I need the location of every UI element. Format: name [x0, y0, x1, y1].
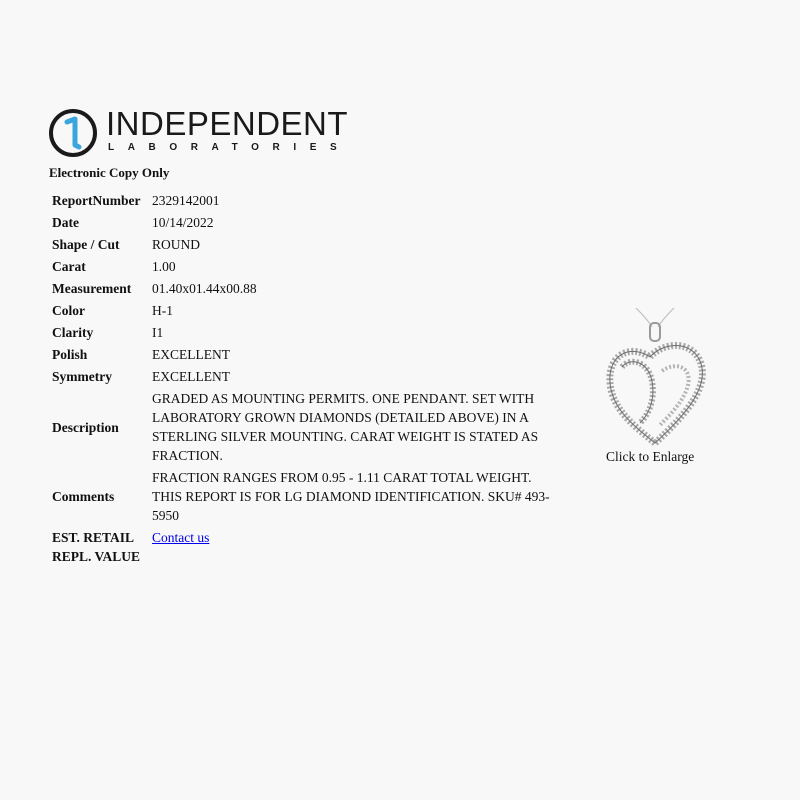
report-label: Date: [52, 215, 79, 230]
heart-pendant-icon[interactable]: [600, 305, 710, 455]
retail-label-line2: REPL. VALUE: [52, 549, 141, 564]
lab-logo-icon: [48, 108, 98, 158]
brand-name: INDEPENDENT: [106, 105, 349, 142]
brand-subtitle: LABORATORIES: [108, 142, 351, 153]
report-label: Description: [52, 419, 119, 435]
click-to-enlarge-label[interactable]: Click to Enlarge: [606, 449, 695, 464]
report-row: [51, 367, 557, 386]
report-value: EXCELLENT: [152, 347, 230, 362]
report-label: Clarity: [52, 325, 94, 340]
report-label: Polish: [52, 347, 88, 362]
contact-us-link[interactable]: Contact us: [152, 530, 210, 545]
report-value: 1.00: [152, 259, 176, 274]
report-value: FRACTION RANGES FROM 0.95 - 1.11 CARAT TOTAL WEIGHT. THIS REPORT IS FOR LG DIAMOND IDENTIFICATION. SKU# 493-5950: [152, 470, 550, 523]
report-table: [49, 188, 559, 569]
report-label: Comments: [52, 489, 115, 504]
report-row: [51, 213, 557, 232]
report-value: 10/14/2022: [152, 215, 214, 230]
report-value: 2329142001: [152, 193, 220, 208]
copy-note: Electronic Copy Only: [49, 165, 170, 180]
report-value: GRADED AS MOUNTING PERMITS. ONE PENDANT. SET WITH LABORATORY GROWN DIAMONDS (DETAILED ABOVE) IN A STERLING SILVER MOUNTING. CARAT WEIGHT IS STATED AS FRACTION.: [152, 391, 539, 463]
report-row: [51, 345, 557, 364]
report-row: [51, 279, 557, 298]
report-value: H-1: [152, 303, 173, 318]
report-value: ROUND: [152, 237, 201, 252]
brand-logo: [48, 106, 408, 162]
report-row: [51, 235, 557, 254]
report-row: [51, 257, 557, 276]
report-row: [51, 301, 557, 320]
retail-label: [51, 528, 149, 566]
retail-value: [151, 528, 557, 566]
report-value: I1: [152, 325, 164, 340]
report-value: EXCELLENT: [152, 369, 230, 384]
report-value: 01.40x01.44x00.88: [152, 281, 257, 296]
retail-row: [51, 528, 557, 566]
report-label: Shape / Cut: [52, 237, 120, 252]
report-label: Symmetry: [52, 369, 112, 384]
report-row: [51, 468, 557, 525]
report-label: Carat: [52, 259, 86, 274]
report-row: [51, 191, 557, 210]
report-label: Measurement: [52, 281, 132, 296]
report-label: Color: [52, 303, 85, 318]
report-row: [51, 323, 557, 342]
retail-label-line1: EST. RETAIL: [52, 530, 135, 545]
report-row: [51, 389, 557, 465]
report-label: ReportNumber: [52, 193, 141, 208]
